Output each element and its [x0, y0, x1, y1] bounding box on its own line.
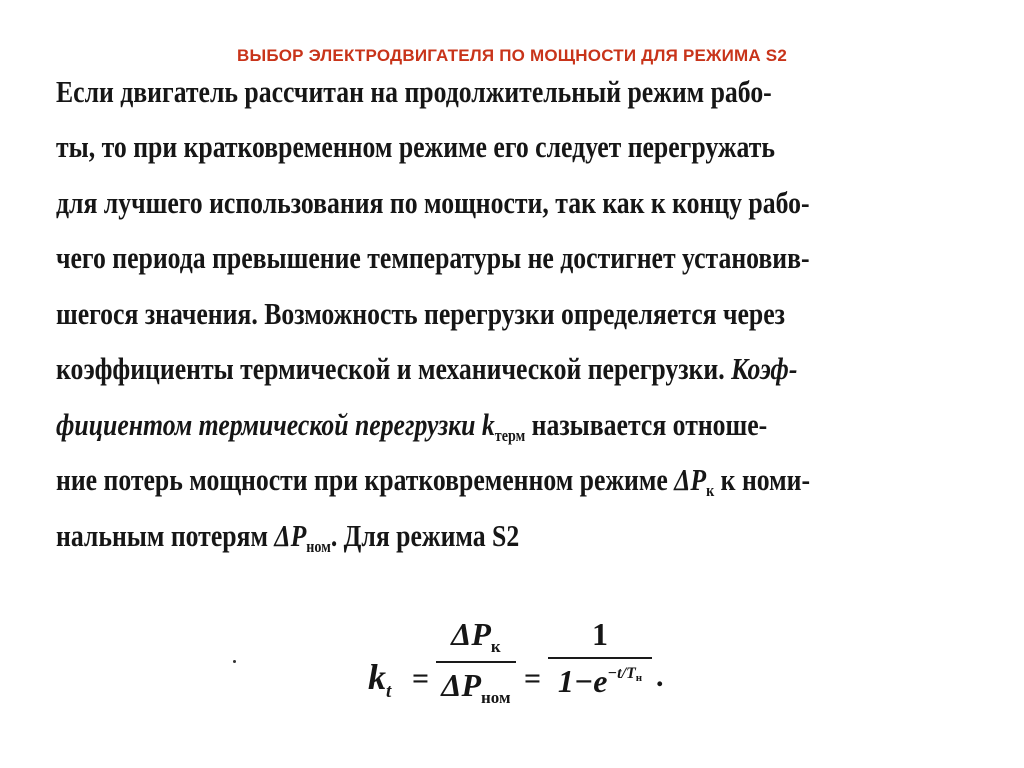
slide-title: ВЫБОР ЭЛЕКТРОДВИГАТЕЛЯ ПО МОЩНОСТИ ДЛЯ РЕЖИМА S2: [237, 46, 787, 65]
text-line-8-b: к номи-: [714, 462, 811, 497]
formula-k: k: [368, 657, 386, 697]
fraction-losses: [436, 616, 516, 708]
den-dp-sub: ном: [481, 688, 511, 707]
text-line-8-a: ние потерь мощности при кратковременном режиме: [56, 462, 675, 497]
symbol-dpnom-sub: ном: [306, 537, 331, 556]
text-line-9-a: нальным потерям: [56, 518, 275, 553]
text-line-7-b: называется отноше-: [525, 407, 768, 442]
symbol-dpnom: ΔP: [274, 518, 307, 553]
fraction-exp-num: 1: [592, 616, 608, 652]
text-line-7: [56, 409, 767, 444]
text-line-4: чего периода превышение температуры не достигнет установив-: [56, 240, 810, 275]
text-line-6-a: коэффициенты термической и механической перегрузки.: [56, 351, 732, 386]
num-dp-sub: к: [490, 637, 501, 656]
formula-lhs: [368, 656, 391, 703]
formula-end-dot: .: [656, 660, 664, 693]
fraction-exp-den: [548, 663, 652, 700]
den-exp-power-sub: н: [635, 672, 643, 684]
formula-eq-1: =: [412, 662, 430, 695]
fraction-exp: [548, 616, 652, 700]
symbol-k: k: [481, 407, 495, 442]
text-line-8: [56, 464, 810, 499]
den-exp-base: 1−e: [557, 663, 608, 699]
text-line-2: ты, то при кратковременном режиме его следует перегружать: [56, 129, 775, 164]
text-line-9: [56, 520, 519, 555]
symbol-dpk: ΔP: [674, 462, 707, 497]
symbol-k-sub: терм: [494, 426, 526, 445]
formula-eq-2: =: [524, 662, 542, 695]
den-dp: ΔP: [441, 667, 482, 703]
text-line-5: шегося значения. Возможность перегрузки определяется через: [56, 296, 785, 331]
symbol-dpk-sub: к: [706, 481, 715, 500]
num-dp: ΔP: [451, 616, 491, 652]
fraction-losses-num: [436, 616, 516, 657]
den-exp-power-text: −t/T: [607, 665, 636, 682]
text-line-6: [56, 353, 797, 384]
text-line-1: Если двигатель рассчитан на продолжительный режим рабо-: [56, 74, 772, 109]
term-definition: фициентом термической перегрузки: [56, 407, 482, 442]
fraction-bar-1: [436, 661, 516, 663]
fraction-losses-den: [436, 667, 516, 708]
formula-kt: [360, 612, 680, 742]
fraction-bar-2: [548, 657, 652, 659]
stray-dot: [233, 660, 236, 663]
term-koef: Коэф-: [731, 351, 798, 386]
formula-k-sub: t: [386, 681, 392, 702]
den-exp-power: [607, 665, 642, 682]
text-line-9-b: . Для режима S2: [330, 518, 520, 553]
text-line-3: для лучшего использования по мощности, так как к концу рабо-: [56, 185, 810, 220]
